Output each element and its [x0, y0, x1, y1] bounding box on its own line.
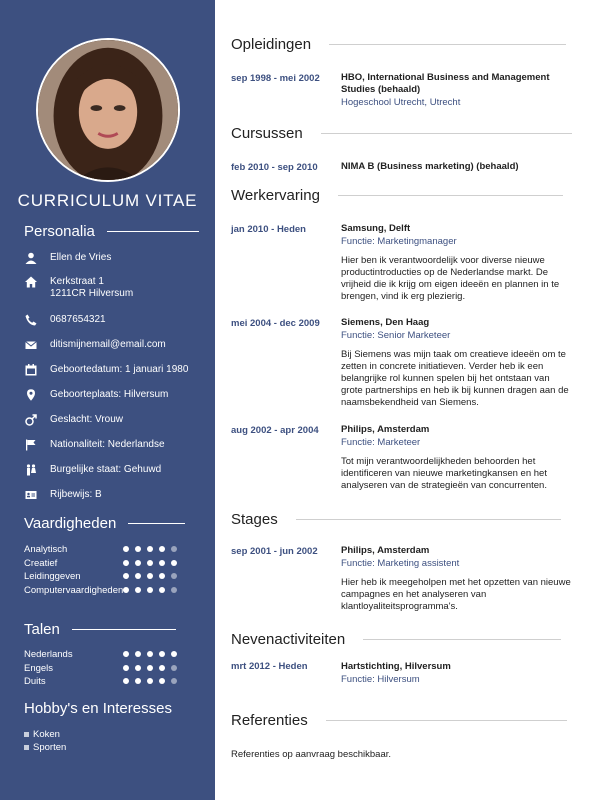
education-heading-text: Opleidingen: [231, 36, 312, 53]
work-function: Functie: Senior Marketeer: [341, 330, 451, 341]
rating-label: Computervaardigheden: [24, 585, 124, 597]
references-heading-text: Referenties: [231, 712, 308, 729]
rating-dot: [123, 678, 129, 684]
personalia-address: [24, 276, 133, 300]
course-entry: [341, 161, 573, 173]
birthdate-text: Geboortedatum: 1 januari 1980: [50, 364, 189, 375]
rating-label: Leidinggeven: [24, 571, 81, 583]
education-entry: [341, 72, 573, 109]
work-description: Tot mijn verantwoordelijkheden behoorden het identificeren van nieuwe marketingkansen en het analyseren van de strategieën van concurrenten.: [341, 456, 547, 491]
rating-dot: [171, 678, 177, 684]
rating-dots: [123, 546, 183, 552]
internships-heading: [231, 511, 561, 528]
nationality-text: Nationaliteit: Nederlandse: [50, 439, 165, 450]
email-text: ditismijnemail@email.com: [50, 339, 166, 350]
personalia-license: [24, 489, 102, 501]
rating-row: [24, 676, 184, 687]
birthplace-text: Geboorteplaats: Hilversum: [50, 389, 169, 400]
rating-dot: [159, 573, 165, 579]
personalia-name-text: Ellen de Vries: [50, 252, 112, 263]
rating-row: [24, 558, 184, 569]
calendar-icon: [24, 364, 38, 376]
skills-divider: [128, 523, 185, 524]
side-activity-title: Hartstichting, Hilversum: [341, 661, 451, 672]
rating-row: [24, 649, 184, 660]
rating-dot: [135, 560, 141, 566]
languages-heading: [24, 621, 176, 638]
rating-dot: [171, 651, 177, 657]
work-description: Hier ben ik verantwoordelijk voor diverse nieuwe productintroducties op de Nederlandse markt. De vrijheid die ik krijg om eigen ideeën en plannen in te brengen, vind ik erg plezierig.: [341, 255, 560, 302]
personalia-nationality: [24, 439, 165, 451]
rating-dot: [147, 678, 153, 684]
rating-label: Engels: [24, 662, 54, 674]
education-institution: Hogeschool Utrecht, Utrecht: [341, 97, 461, 108]
hobby-item: [24, 729, 60, 740]
rating-dots: [123, 678, 183, 684]
rating-dots: [123, 573, 183, 579]
rating-dot: [123, 546, 129, 552]
work-function: Functie: Marketingmanager: [341, 236, 457, 247]
address-street: Kerkstraat 1: [50, 276, 104, 287]
hobby-item: [24, 742, 66, 753]
rating-dot: [159, 678, 165, 684]
rating-dot: [123, 587, 129, 593]
languages-heading-text: Talen: [24, 621, 60, 638]
work-divider: [338, 195, 563, 196]
internship-description: Hier heb ik meegeholpen met het opzetten van nieuwe campagnes en het analyseren van klantloyaliteitsprogramma's.: [341, 577, 571, 612]
references-heading: [231, 712, 567, 729]
couple-icon: [24, 464, 38, 476]
side-activity-date: mrt 2012 - Heden: [231, 661, 308, 672]
side-activities-heading: [231, 631, 561, 648]
phone-icon: [24, 314, 38, 326]
rating-dot: [159, 587, 165, 593]
rating-dot: [171, 573, 177, 579]
course-title: NIMA B (Business marketing) (behaald): [341, 161, 519, 172]
skills-heading-text: Vaardigheden: [24, 515, 117, 532]
rating-dot: [171, 560, 177, 566]
rating-dot: [135, 678, 141, 684]
rating-dot: [135, 546, 141, 552]
rating-dot: [147, 560, 153, 566]
rating-dots: [123, 651, 183, 657]
side-activity-entry: [341, 661, 573, 686]
rating-dot: [135, 651, 141, 657]
work-company: Samsung, Delft: [341, 223, 411, 234]
rating-dot: [171, 546, 177, 552]
personalia-email: [24, 339, 166, 351]
hobbies-heading-text: Hobby's en Interesses: [24, 700, 172, 717]
internship-function: Functie: Marketing assistent: [341, 558, 460, 569]
personalia-birthplace: [24, 389, 168, 401]
personalia-heading: [24, 223, 199, 240]
work-heading: [231, 187, 563, 204]
work-company: Siemens, Den Haag: [341, 317, 430, 328]
rating-dot: [123, 665, 129, 671]
rating-dot: [123, 560, 129, 566]
work-description: Bij Siemens was mijn taak om creatieve ideeën om te zetten in concrete initiatieven. Verder heb ik een belangrijke rol kunnen spelen bij het ontstaan van grote partnerships en heb ik bij kunnen dragen aan de naamsbekendheid van Siemens.: [341, 349, 569, 408]
rating-dot: [147, 665, 153, 671]
work-heading-text: Werkervaring: [231, 187, 320, 204]
rating-dot: [123, 651, 129, 657]
rating-dot: [159, 665, 165, 671]
hobbies-heading: [24, 700, 172, 717]
profile-photo: [36, 38, 180, 182]
personalia-divider: [107, 231, 199, 232]
rating-label: Analytisch: [24, 544, 68, 555]
rating-dot: [135, 665, 141, 671]
work-entry: [341, 317, 573, 409]
gender-text: Geslacht: Vrouw: [50, 414, 123, 425]
hobby-text: Koken: [33, 729, 60, 740]
rating-dot: [147, 546, 153, 552]
rating-label: Creatief: [24, 557, 58, 569]
personalia-birthdate: [24, 364, 188, 376]
hobby-text: Sporten: [33, 742, 67, 753]
courses-heading: [231, 125, 572, 142]
location-pin-icon: [24, 389, 38, 401]
rating-dot: [147, 587, 153, 593]
rating-dots: [123, 665, 183, 671]
skills-heading: [24, 515, 185, 532]
work-company: Philips, Amsterdam: [341, 424, 430, 435]
sidebar: [0, 0, 215, 800]
personalia-name: [24, 252, 111, 264]
rating-dot: [159, 651, 165, 657]
rating-dot: [171, 587, 177, 593]
rating-dot: [123, 573, 129, 579]
rating-row: [24, 585, 184, 596]
rating-row: [24, 571, 184, 582]
rating-dot: [159, 560, 165, 566]
internship-date: sep 2001 - jun 2002: [231, 546, 318, 557]
license-text: Rijbewijs: B: [50, 489, 102, 500]
home-icon: [24, 276, 38, 288]
languages-divider: [72, 629, 176, 630]
internships-divider: [296, 519, 561, 520]
rating-label: Nederlands: [24, 649, 73, 660]
education-date: sep 1998 - mei 2002: [231, 73, 320, 84]
rating-dot: [135, 573, 141, 579]
rating-dots: [123, 560, 183, 566]
work-entry: [341, 424, 573, 492]
rating-row: [24, 544, 184, 555]
work-function: Functie: Marketeer: [341, 437, 421, 448]
work-date: aug 2002 - apr 2004: [231, 425, 319, 436]
work-date: jan 2010 - Heden: [231, 224, 306, 235]
cv-title: CURRICULUM VITAE: [17, 191, 198, 210]
bullet-square-icon: [24, 745, 29, 750]
rating-label: Duits: [24, 676, 46, 688]
flag-icon: [24, 439, 38, 451]
work-date: mei 2004 - dec 2009: [231, 318, 320, 329]
rating-dot: [147, 651, 153, 657]
course-date: feb 2010 - sep 2010: [231, 162, 318, 173]
side-activity-function: Functie: Hilversum: [341, 674, 420, 685]
personalia-phone: [24, 314, 106, 326]
rating-dot: [135, 587, 141, 593]
civil-status-text: Burgelijke staat: Gehuwd: [50, 464, 162, 475]
id-card-icon: [24, 489, 38, 501]
phone-text: 0687654321: [50, 314, 106, 325]
rating-dot: [171, 665, 177, 671]
education-divider: [329, 44, 566, 45]
internship-company: Philips, Amsterdam: [341, 545, 430, 556]
internships-heading-text: Stages: [231, 511, 278, 528]
bullet-square-icon: [24, 732, 29, 737]
side-activities-divider: [363, 639, 561, 640]
education-heading: [231, 36, 566, 53]
rating-row: [24, 663, 184, 674]
personalia-civil-status: [24, 464, 161, 476]
person-icon: [24, 252, 38, 264]
references-divider: [326, 720, 567, 721]
personalia-heading-text: Personalia: [24, 223, 95, 240]
rating-dot: [147, 573, 153, 579]
education-title: HBO, International Business and Management Studies (behaald): [341, 72, 550, 95]
mail-icon: [24, 339, 38, 351]
side-activities-heading-text: Nevenactiviteiten: [231, 631, 346, 648]
rating-dot: [159, 546, 165, 552]
work-entry: [341, 223, 573, 303]
personalia-gender: [24, 414, 123, 426]
rating-dots: [123, 587, 183, 593]
courses-heading-text: Cursussen: [231, 125, 303, 142]
references-text: Referenties op aanvraag beschikbaar.: [231, 749, 392, 760]
internship-entry: [341, 545, 573, 613]
courses-divider: [321, 133, 572, 134]
address-city: 1211CR Hilversum: [50, 288, 134, 299]
male-symbol-icon: [24, 414, 38, 426]
